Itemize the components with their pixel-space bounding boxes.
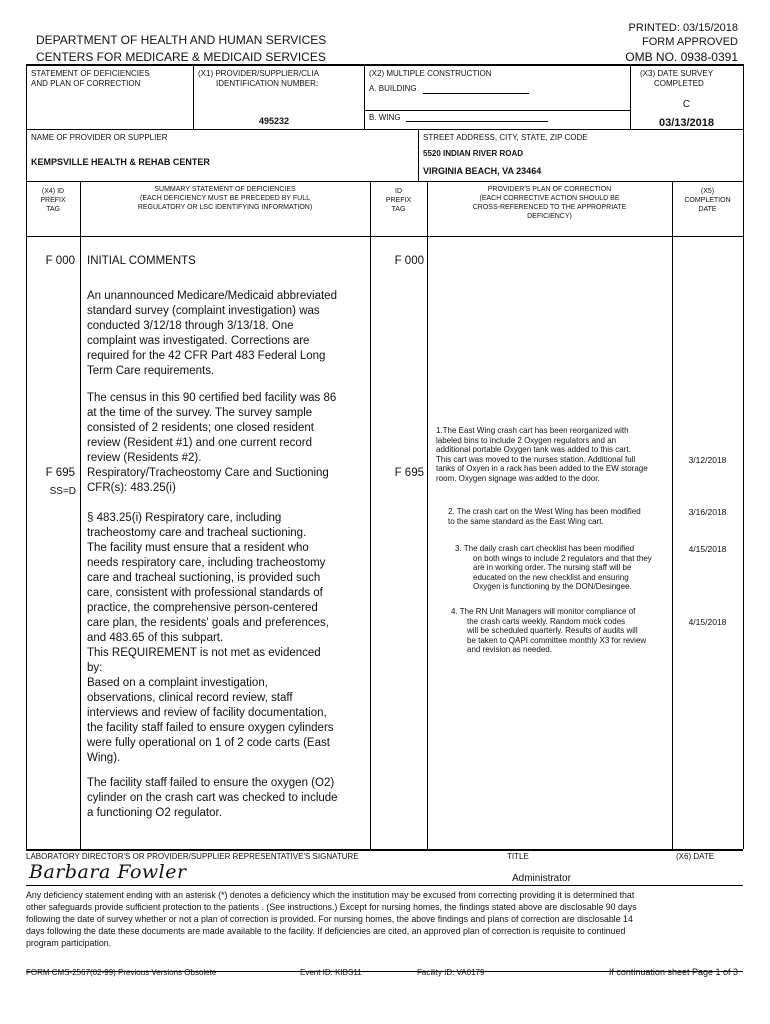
x5-header-3: DATE: [698, 206, 717, 213]
provider-name: KEMPSVILLE HEALTH & REHAB CENTER: [31, 157, 210, 167]
para2-line: review (Residents #2).: [87, 452, 202, 464]
para3-line: and 483.65 of this subpart.: [87, 632, 224, 644]
completion-date-3: 4/15/2018: [688, 544, 727, 554]
x1-divider: [193, 64, 194, 129]
f695-title-2: CFR(s): 483.25(i): [87, 482, 176, 494]
plan4-line: and revision as needed.: [467, 645, 552, 655]
para3-line: Wing).: [87, 752, 121, 764]
title-label: TITLE: [507, 852, 529, 861]
disclaimer-line: other safeguards provide sufficient protection to the patients . (See instructions.) Except for nursing homes, the findings stated above are disclosable 90 days: [26, 902, 637, 912]
para2-line: consisted of 2 residents; one closed resident: [87, 422, 314, 434]
paragraph-census: [87, 391, 370, 466]
completion-date-1: 3/12/2018: [688, 455, 727, 465]
summary-header: [80, 185, 370, 212]
address-line-2: VIRGINIA BEACH, VA 23464: [423, 166, 542, 176]
plan-header: [427, 185, 672, 221]
para1-line: standard survey (complaint investigation) was: [87, 305, 320, 317]
x3-date: 03/13/2018: [658, 117, 715, 129]
plan4-line: will be scheduled quarterly. Results of audits will: [467, 626, 638, 636]
building-label: A. BUILDING: [369, 84, 417, 93]
disclaimer-line: days following the date these documents are made available to the facility. If deficiencies are cited, an approved plan of correction is requisite to continued: [26, 926, 626, 936]
plan4-line: 4. The RN Unit Managers will monitor compliance of: [451, 607, 636, 616]
provider-name-label: NAME OF PROVIDER OR SUPPLIER: [31, 133, 168, 142]
header-bottom: [26, 236, 743, 237]
col-divider-3: [427, 181, 428, 849]
address-divider: [418, 129, 419, 181]
completion-date-2: 3/16/2018: [688, 507, 727, 517]
plan1-line: labeled bins to include 2 Oxygen regulators and an: [436, 435, 617, 445]
scope-severity: SS=D: [49, 486, 76, 497]
para3-line: were fully operational on 1 of 2 code carts (East: [87, 737, 330, 749]
building-line: [423, 93, 529, 94]
printed-date: PRINTED: 03/15/2018: [628, 22, 738, 34]
para3-line: care and tracheal suctioning, is provided such: [87, 572, 321, 584]
plan3-line: educated on the new checklist and ensuring: [473, 572, 629, 582]
summary-header-1: SUMMARY STATEMENT OF DEFICIENCIES: [154, 186, 296, 193]
address-line-1: 5520 INDIAN RIVER ROAD: [423, 149, 524, 158]
plan1-line: 1.The East Wing crash cart has been reorganized with: [436, 426, 629, 435]
title-value: Administrator: [512, 873, 571, 884]
paragraph-intro: [87, 289, 370, 379]
plan-item-2: [448, 507, 672, 526]
plan3-line: on both wings to include 2 regulators and that they: [473, 553, 652, 563]
frame-right: [743, 64, 744, 849]
para3-line: by:: [87, 662, 103, 674]
x1-label-1: (X1) PROVIDER/SUPPLIER/CLIA: [198, 69, 319, 78]
facility-id: Facility ID: VA0179: [417, 968, 485, 977]
para4-line: The facility staff failed to ensure the oxygen (O2): [87, 777, 335, 789]
para3-line: This REQUIREMENT is not met as evidenced: [87, 647, 321, 659]
para3-line: care plan, the residents' goals and preferences,: [87, 617, 329, 629]
id-header-3: TAG: [391, 206, 406, 213]
para3-line: needs respiratory care, including tracheostomy: [87, 557, 326, 569]
department-line-1: DEPARTMENT OF HEALTH AND HUMAN SERVICES: [36, 33, 327, 47]
plan-header-4: DEFICIENCY): [527, 213, 572, 220]
x1-label-2: IDENTIFICATION NUMBER:: [216, 79, 319, 88]
id-header: [370, 187, 427, 214]
para1-line: complaint was investigated. Corrections are: [87, 335, 310, 347]
para4-line: a functioning O2 regulator.: [87, 807, 222, 819]
provider-id: 495232: [259, 116, 290, 126]
plan2-line: 2. The crash cart on the West Wing has been modified: [448, 507, 641, 516]
x6-date-label: (X6) DATE: [676, 852, 715, 861]
plan4-line: be taken to QAPI committee monthly X3 for review: [467, 635, 647, 645]
plan3-line: Oxygen is functioning by the DON/Desingee.: [473, 582, 632, 592]
x4-header: [26, 187, 80, 214]
para3-line: tracheostomy care and tracheal suctioning.: [87, 527, 307, 539]
x5-header-2: COMPLETION: [684, 197, 731, 204]
continuation-page: If continuation sheet Page 1 of 3: [608, 967, 738, 977]
para2-line: review (Resident #1) and one current record: [87, 437, 313, 449]
signature-bottom: [26, 885, 743, 886]
statement-label-2: AND PLAN OF CORRECTION: [31, 79, 141, 88]
para3-line: practice, the comprehensive person-centered: [87, 602, 318, 614]
tag-f695-left: F 695: [45, 467, 75, 479]
x3-label-2: COMPLETED: [654, 79, 704, 88]
paragraph-finding: [87, 776, 370, 821]
plan-item-3: [455, 544, 672, 592]
plan1-line: additional portable Oxygen tank was added to this cart.: [436, 445, 631, 455]
plan-item-1: [436, 426, 672, 484]
para1-line: conducted 3/12/18 through 3/13/18. One: [87, 320, 294, 332]
disclaimer-line: program participation.: [26, 938, 112, 948]
x3-label-1: (X3) DATE SURVEY: [640, 69, 714, 78]
statement-label-1: STATEMENT OF DEFICIENCIES: [31, 69, 150, 78]
summary-header-3: REGULATORY OR LSC IDENTIFYING INFORMATION): [137, 204, 313, 211]
box-divider-2: [26, 181, 743, 182]
body-bottom: [26, 849, 743, 851]
plan4-line: the crash carts weekly. Random mock codes: [467, 616, 626, 626]
para2-line: at the time of the survey. The survey sample: [87, 407, 313, 419]
tag-f000-left: F 000: [45, 255, 75, 267]
x5-header-1: (X5): [700, 188, 715, 195]
plan3-line: are in working order. The nursing staff will be: [473, 563, 632, 573]
tag-f695-right: F 695: [394, 467, 424, 479]
x4-header-3: TAG: [46, 206, 60, 213]
para3-line: observations, clinical record review, staff: [87, 692, 293, 704]
completion-date-4: 4/15/2018: [688, 617, 727, 627]
x4-header-1: (X4) ID: [41, 188, 65, 195]
tag-f000-right: F 000: [394, 255, 424, 267]
paragraph-regulation: [87, 511, 370, 766]
signature: Barbara Fowler: [29, 861, 187, 883]
wing-line: [406, 121, 548, 122]
para3-line: interviews and review of facility documentation,: [87, 707, 327, 719]
plan-header-2: (EACH CORRECTIVE ACTION SHOULD BE: [479, 195, 620, 202]
frame-left: [26, 64, 27, 849]
omb-number: OMB NO. 0938-0391: [625, 50, 738, 64]
x2-mid-rule: [364, 110, 630, 111]
disclaimer-line: following the date of survey whether or not a plan of correction is provided. For nursing homes, the above findings and plans of correction are disclosable 14: [26, 914, 633, 924]
para3-line: The facility must ensure that a resident who: [87, 542, 309, 554]
para3-line: § 483.25(i) Respiratory care, including: [87, 512, 282, 524]
event-id: Event ID: KIBS11: [300, 968, 362, 977]
f695-title-1: Respiratory/Tracheostomy Care and Suctioning: [87, 467, 329, 479]
para4-line: cylinder on the crash cart was checked to include: [87, 792, 338, 804]
x2-label: (X2) MULTIPLE CONSTRUCTION: [369, 69, 492, 78]
x3-code: C: [682, 99, 691, 110]
plan2-line: to the same standard as the East Wing cart.: [448, 516, 604, 526]
para1-line: An unannounced Medicare/Medicaid abbreviated: [87, 290, 337, 302]
initial-comments-heading: INITIAL COMMENTS: [87, 255, 196, 267]
plan-header-3: CROSS-REFERENCED TO THE APPROPRIATE: [472, 204, 627, 211]
plan1-line: tanks of Oxyen in a rack has been added to the EW storage: [436, 464, 648, 474]
disclaimer: [26, 889, 743, 949]
col-divider-1: [80, 181, 81, 849]
plan-item-4: [451, 607, 672, 655]
signature-label: LABORATORY DIRECTOR'S OR PROVIDER/SUPPLIER REPRESENTATIVE'S SIGNATURE: [26, 852, 359, 861]
disclaimer-line: Any deficiency statement ending with an asterisk (*) denotes a deficiency which the institution may be excused from correcting providing it is determined that: [26, 890, 635, 900]
x5-header: [672, 187, 743, 214]
para3-line: Based on a complaint investigation,: [87, 677, 268, 689]
wing-label: B. WING: [369, 113, 401, 122]
plan1-line: This cart was moved to the nurses station. Additional full: [436, 454, 636, 464]
form-approved: FORM APPROVED: [642, 36, 738, 48]
col-divider-2: [370, 181, 371, 849]
id-header-1: ID: [395, 188, 402, 195]
id-header-2: PREFIX: [385, 197, 412, 204]
summary-header-2: (EACH DEFICIENCY MUST BE PRECEDED BY FULL: [140, 195, 310, 202]
department-line-2: CENTERS FOR MEDICARE & MEDICAID SERVICES: [36, 50, 326, 64]
x2-divider: [364, 64, 365, 129]
para1-line: required for the 42 CFR Part 483 Federal Long: [87, 350, 326, 362]
para2-line: The census in this 90 certified bed facility was 86: [87, 392, 337, 404]
plan-header-1: PROVIDER'S PLAN OF CORRECTION: [487, 186, 612, 193]
top-border: [26, 64, 743, 66]
para3-line: care, consistent with professional standards of: [87, 587, 323, 599]
address-label: STREET ADDRESS, CITY, STATE, ZIP CODE: [423, 133, 588, 142]
x4-header-2: PREFIX: [40, 197, 66, 204]
para3-line: the facility staff failed to ensure oxygen cylinders: [87, 722, 334, 734]
para1-line: Term Care requirements.: [87, 365, 215, 377]
plan3-line: 3. The daily crash cart checklist has been modified: [455, 544, 635, 553]
form-number: FORM CMS-2567(02-99) Previous Versions Obsolete: [26, 968, 217, 977]
plan1-line: room. Oxygen signage was added to the door.: [436, 473, 600, 483]
